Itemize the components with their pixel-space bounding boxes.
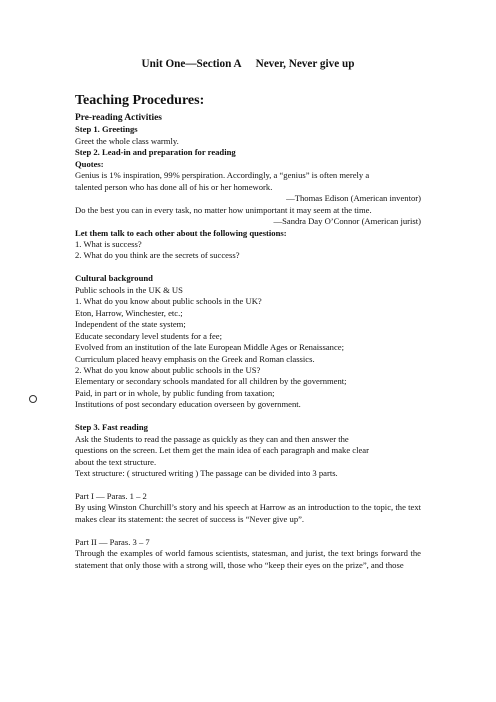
unit-title: Unit One—Section A — [141, 58, 242, 70]
uk-question: 1. What do you know about public schools in the UK? — [75, 296, 262, 307]
quotes-label: Quotes: — [75, 158, 104, 169]
discussion-heading: Let them talk to each other about the following questions: — [75, 227, 287, 238]
step1-heading: Step 1. Greetings — [75, 124, 138, 135]
step2-heading: Step 2. Lead-in and preparation for reading — [75, 147, 236, 158]
cultural-background-heading: Cultural background — [75, 273, 153, 284]
page-title — [0, 58, 496, 70]
us-point: Elementary or secondary schools mandated for all children by the government; — [75, 376, 347, 387]
us-question: 2. What do you know about public schools in the US? — [75, 364, 261, 375]
quote2-line: Do the best you can in every task, no matter how unimportant it may seem at the time. — [75, 204, 372, 215]
part2-paragraph: Through the examples of world famous scientists, statesman, and jurist, the text brings forward the statement that only those with a strong will, those who “keep their eyes on the prize”, and those — [75, 548, 421, 570]
step3-heading: Step 3. Fast reading — [75, 422, 148, 433]
step1-text: Greet the whole class warmly. — [75, 135, 179, 146]
procedures-heading: Teaching Procedures: — [75, 93, 205, 108]
quote1-line1: Genius is 1% inspiration, 99% perspiration. Accordingly, a “genius” is often merely a — [75, 170, 370, 181]
text-structure-line: Text structure: ( structured writing ) The passage can be divided into 3 parts. — [75, 468, 338, 479]
step3-text-line1: Ask the Students to read the passage as quickly as they can and then answer the — [75, 433, 349, 444]
margin-circle-mark — [29, 395, 37, 403]
part1-heading: Part I — Paras. 1 – 2 — [75, 490, 147, 501]
document-body — [75, 113, 421, 571]
quote1-line2: talented person who has done all of his or her homework. — [75, 181, 273, 192]
us-point: Paid, in part or in whole, by public funding from taxation; — [75, 387, 275, 398]
uk-point: Independent of the state system; — [75, 319, 186, 330]
uk-point: Evolved from an institution of the late European Middle Ages or Renaissance; — [75, 342, 344, 353]
uk-point: Eton, Harrow, Winchester, etc.; — [75, 307, 183, 318]
section-subtitle: Never, Never give up — [255, 58, 355, 70]
discussion-question: 2. What do you think are the secrets of success? — [75, 250, 240, 261]
uk-point: Educate secondary level students for a fee; — [75, 330, 222, 341]
uk-point: Curriculum placed heavy emphasis on the Greek and Roman classics. — [75, 353, 315, 364]
public-schools-subheading: Public schools in the UK & US — [75, 284, 183, 295]
us-point: Institutions of post secondary education overseen by government. — [75, 399, 301, 410]
discussion-question: 1. What is success? — [75, 238, 142, 249]
part2-heading: Part II — Paras. 3 – 7 — [75, 536, 150, 547]
quote1-author: —Thomas Edison (American inventor) — [286, 193, 421, 204]
quote2-author: —Sandra Day O’Connor (American jurist) — [273, 216, 421, 227]
step3-text-line2: questions on the screen. Let them get the main idea of each paragraph and make clear — [75, 445, 369, 456]
part1-paragraph: By using Winston Churchill’s story and his speech at Harrow as an introduction to the topic, the text makes clear its statement: the secret of success is “Never give up”. — [75, 502, 421, 524]
section-heading-pre-reading: Pre-reading Activities — [75, 113, 162, 123]
step3-text-line3: about the text structure. — [75, 456, 157, 467]
